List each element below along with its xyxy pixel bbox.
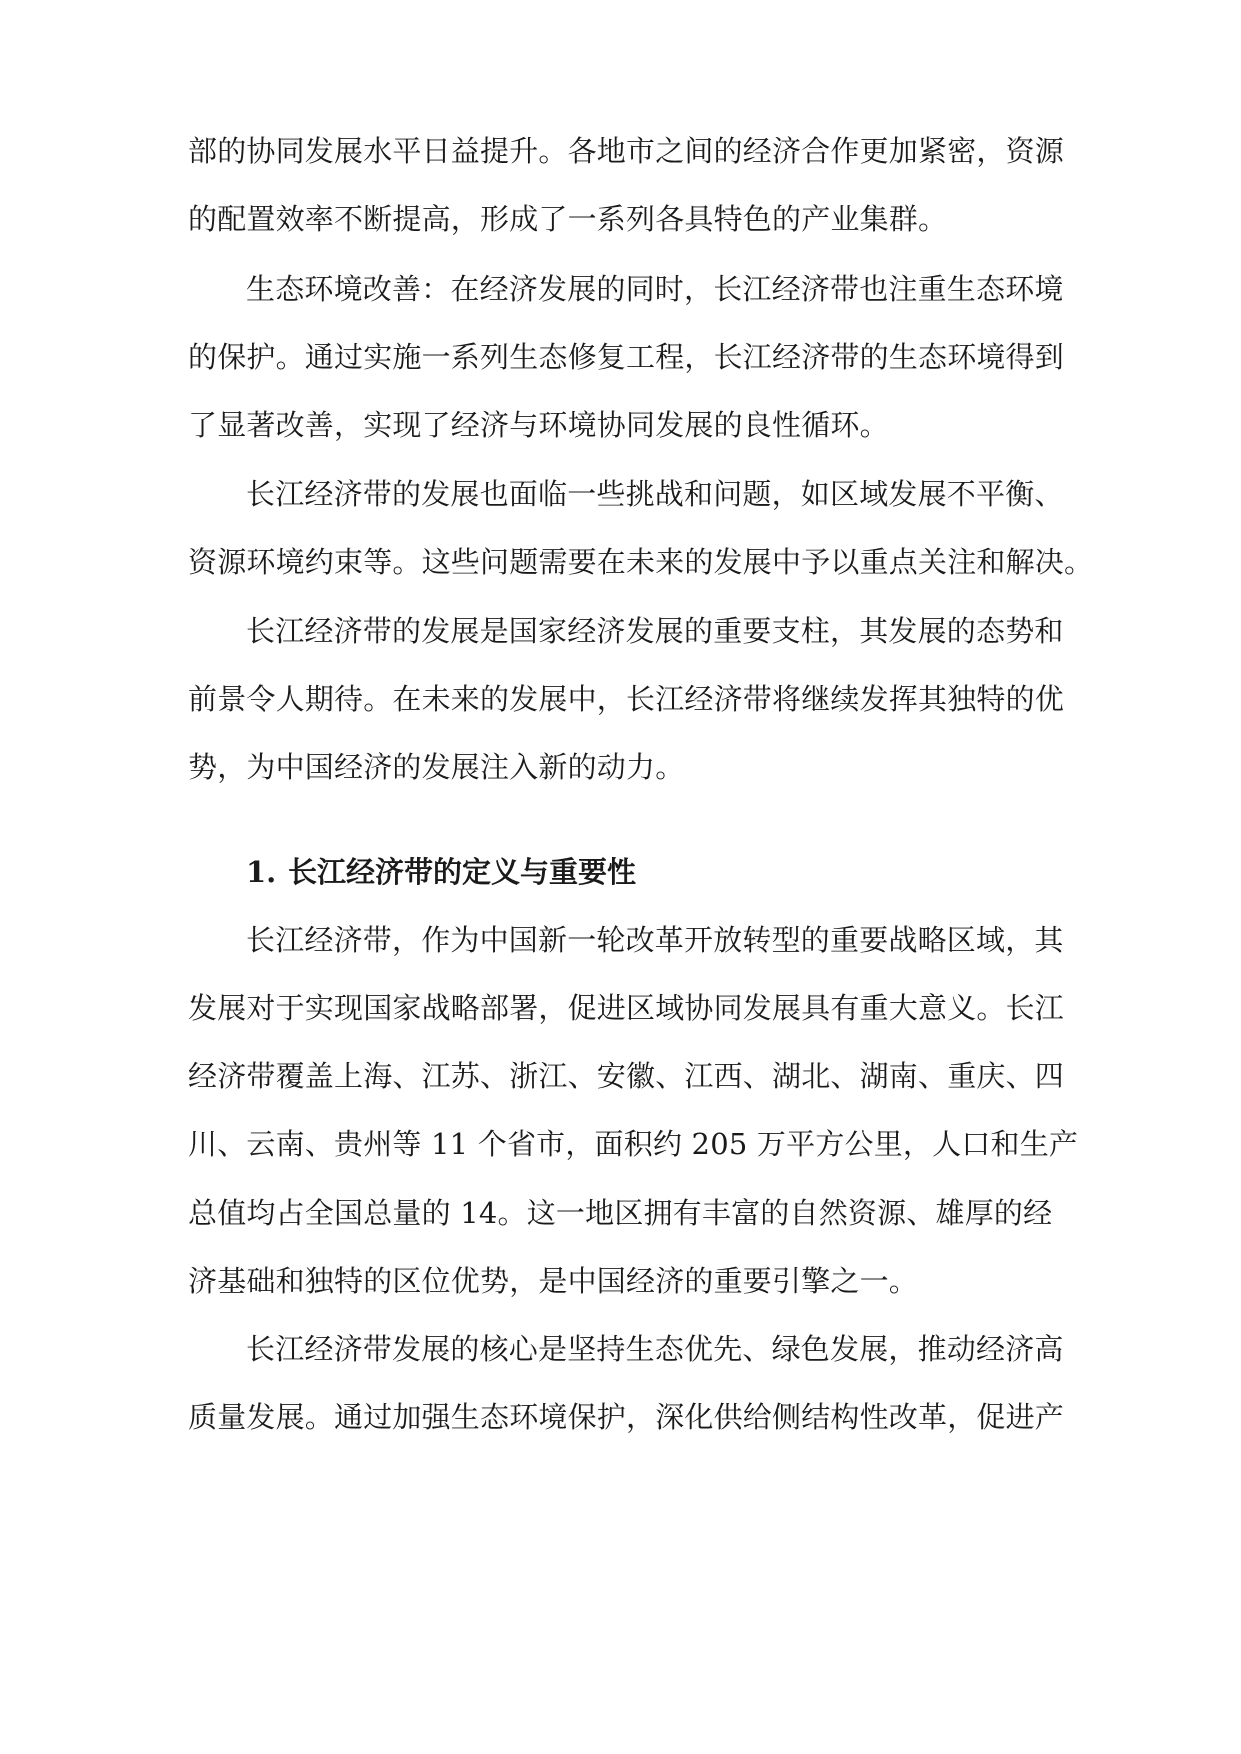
section-number: 1. [246, 855, 277, 889]
text-line: 济基础和独特的区位优势，是中国经济的重要引擎之一。 [188, 1264, 919, 1298]
text-line: 经济带覆盖上海、江苏、浙江、安徽、江西、湖北、湖南、重庆、四 [188, 1059, 1065, 1093]
text-line: 部的协同发展水平日益提升。各地市之间的经济合作更加紧密，资源 [188, 134, 1065, 168]
text-line: 川、云南、贵州等 11 个省市，面积约 205 万平方公里，人口和生产 [188, 1127, 1079, 1161]
text-line: 发展对于实现国家战略部署，促进区域协同发展具有重大意义。长江 [188, 991, 1065, 1025]
text-line: 的配置效率不断提高，形成了一系列各具特色的产业集群。 [188, 202, 948, 236]
paragraph-start-line: 长江经济带，作为中国新一轮改革开放转型的重要战略区域，其 [246, 923, 1064, 957]
text-line: 了显著改善，实现了经济与环境协同发展的良性循环。 [188, 408, 889, 442]
text-line: 质量发展。通过加强生态环境保护，深化供给侧结构性改革，促进产 [188, 1400, 1065, 1434]
text-line: 资源环境约束等。这些问题需要在未来的发展中予以重点关注和解决。 [188, 545, 1094, 579]
paragraph-start-line: 生态环境改善：在经济发展的同时，长江经济带也注重生态环境 [246, 272, 1064, 306]
paragraph-start-line: 长江经济带的发展是国家经济发展的重要支柱，其发展的态势和 [246, 614, 1064, 648]
text-line: 前景令人期待。在未来的发展中，长江经济带将继续发挥其独特的优 [188, 682, 1065, 716]
section-heading [246, 852, 1046, 892]
text-line: 总值均占全国总量的 14。这一地区拥有丰富的自然资源、雄厚的经 [188, 1196, 1053, 1230]
paragraph-start-line: 长江经济带的发展也面临一些挑战和问题，如区域发展不平衡、 [246, 477, 1064, 511]
text-line: 势，为中国经济的发展注入新的动力。 [188, 750, 685, 784]
text-line: 的保护。通过实施一系列生态修复工程，长江经济带的生态环境得到 [188, 340, 1065, 374]
section-title: 长江经济带的定义与重要性 [288, 855, 637, 889]
paragraph-start-line: 长江经济带发展的核心是坚持生态优先、绿色发展，推动经济高 [246, 1332, 1064, 1366]
